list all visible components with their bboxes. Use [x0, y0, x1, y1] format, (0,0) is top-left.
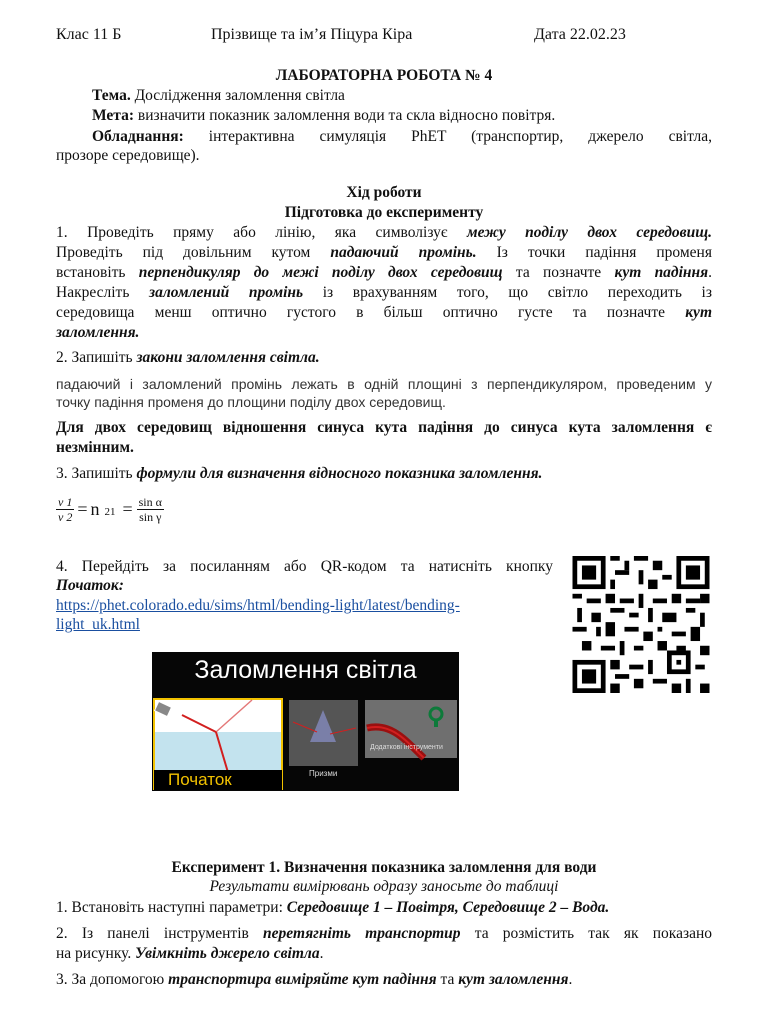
phet-link[interactable]: https://phet.colorado.edu/sims/html/bending-light/latest/bending-: [56, 597, 460, 614]
phet-link-cont[interactable]: light_uk.html: [56, 616, 140, 633]
step2-line: 2. Запишіть закони заломлення світла.: [56, 349, 320, 366]
topic-label: Тема.: [92, 87, 131, 104]
velocity-fraction: $\frac{v 1}{v 2}$: [58, 494, 73, 524]
step1-line6: заломлення.: [56, 324, 140, 341]
goal-line: [92, 107, 555, 125]
step4-line1: 4. Перейдіть за посиланням або QR-кодом та натисніть кнопку: [56, 558, 553, 575]
index-symbol: n: [90, 498, 100, 519]
experiment1-heading: Експеримент 1. Визначення показника заломлення для води: [171, 859, 597, 876]
goal-text: визначити показник заломлення води та скла відносно повітря.: [137, 107, 556, 124]
equipment-label: Обладнання:: [92, 128, 184, 145]
student-name-label: Прізвище та ім’я Піцура Кіра: [211, 26, 413, 43]
phet-sim-preview[interactable]: [152, 652, 459, 791]
answer-law2-line1: Для двох середовищ відношення синуса кута падіння до синуса кута заломлення є: [56, 419, 712, 436]
topic-line: [92, 87, 345, 105]
goal-label: Мета:: [92, 107, 135, 124]
answer-law1-line1: падаючий і заломлений промінь лежать в одній площині з перпендикуляром, проведеним у: [56, 376, 712, 392]
refraction-formula: $\frac{v 1}{v 2}$ = n 21 = $\frac{\text{sin α}}{\text{sin γ}}$: [58, 494, 162, 524]
sim-start-label[interactable]: Початок: [168, 770, 232, 789]
topic-text: Дослідження заломлення світла: [134, 87, 345, 104]
equipment-text: інтерактивна симуляція PhET (транспортир, джерело світла,: [208, 128, 712, 145]
answer-law2-line2: незмінним.: [56, 439, 134, 456]
exp1-step2-line2: на рисунку. Увімкніть джерело світла.: [56, 945, 324, 962]
exp1-step3: 3. За допомогою транспортира виміряйте кут падіння та кут заломлення.: [56, 971, 573, 988]
lab-title: ЛАБОРАТОРНА РОБОТА № 4: [275, 67, 493, 84]
experiment1-note: Результати вимірювань одразу заносьте до таблиці: [209, 878, 559, 895]
step1-line3: встановіть перпендикуляр до межі поділу двох середовищ та позначте кут падіння.: [56, 264, 713, 281]
start-word: Початок:: [56, 577, 124, 594]
prep-heading: Підготовка до експерименту: [284, 204, 484, 221]
step1-line1: 1. Проведіть пряму або лінію, яка символізує межу поділу двох середовищ.: [56, 224, 712, 241]
step3-line: 3. Запишіть формули для визначення відносного показника заломлення.: [56, 465, 543, 482]
step1-line5: середовища менш оптично густого в більш оптично густе та позначте кут: [56, 304, 712, 321]
date-label: Дата 22.02.23: [534, 26, 626, 43]
sim-prisms-label[interactable]: Призми: [309, 769, 338, 778]
answer-law1-line2: точку падіння променя до площини поділу двох середовищ.: [56, 394, 446, 410]
qr-code[interactable]: [569, 556, 713, 693]
sine-fraction: $\frac{\text{sin α}}{\text{sin γ}}$: [138, 494, 162, 524]
equipment-line: [92, 127, 712, 147]
exp1-step2-line1: 2. Із панелі інструментів перетягніть транспортир та розмістить так як показано: [56, 925, 712, 942]
procedure-heading: Хід роботи: [346, 184, 422, 201]
sim-tools-label[interactable]: Додаткові інструменти: [370, 744, 443, 751]
sim-title: Заломлення світла: [194, 656, 417, 684]
step1-line4: Накресліть заломлений промінь із врахуванням того, що світло переходить із: [56, 284, 712, 301]
equipment-text-cont: прозоре середовище).: [56, 147, 200, 164]
step1-line2: Проведіть під довільним кутом падаючий промінь. Із точки падіння променя: [56, 244, 712, 261]
class-label: Клас 11 Б: [56, 26, 122, 43]
exp1-step1: 1. Встановіть наступні параметри: Середовище 1 – Повітря, Середовище 2 – Вода.: [56, 899, 610, 916]
